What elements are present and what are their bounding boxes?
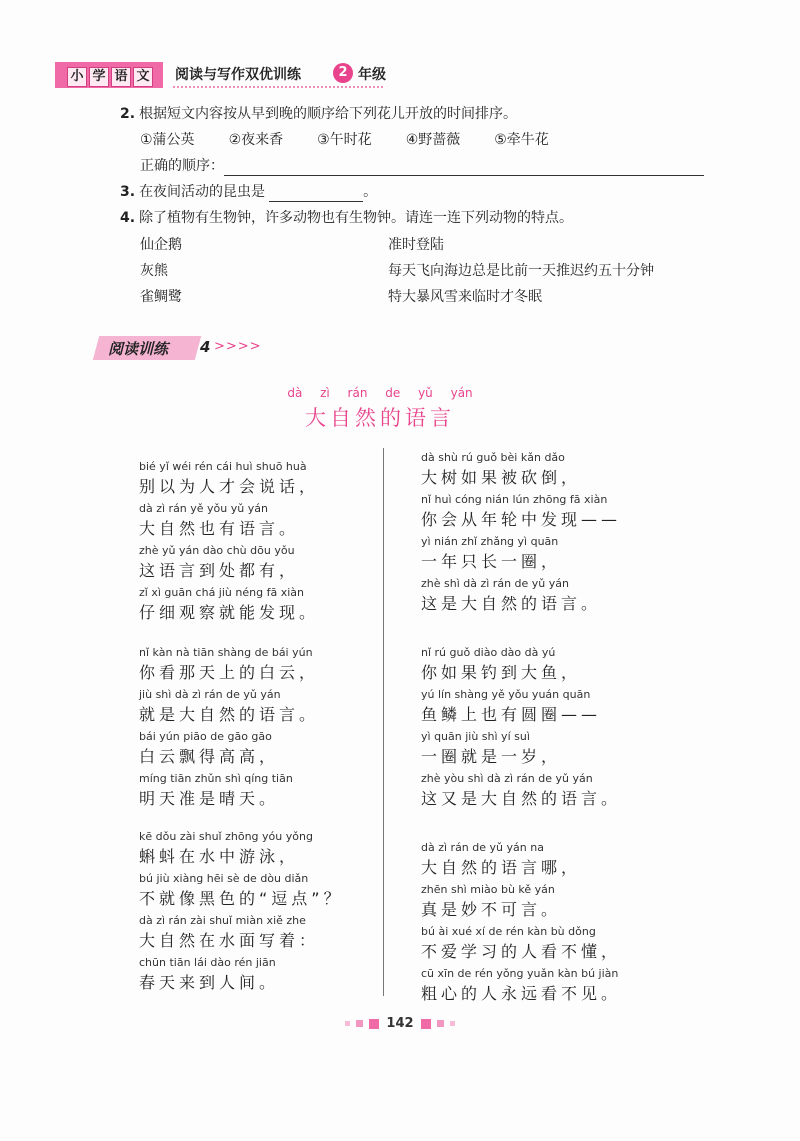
line-text: 这是大自然的语言。 (421, 594, 602, 613)
line-text: 这又是大自然的语言。 (421, 789, 622, 808)
poem-line (421, 686, 621, 728)
poem-stanza (139, 828, 344, 996)
line-text: 大自然也有语言。 (139, 519, 300, 538)
poem-line (139, 770, 319, 812)
footer-square (437, 1020, 444, 1027)
poem-line (421, 533, 621, 575)
poem-stanza (139, 458, 319, 626)
footer-square (345, 1021, 350, 1026)
trait-item[interactable]: 每天飞向海边总是比前一天推迟约五十分钟 (388, 263, 654, 279)
option: ①蒲公英 (140, 132, 195, 148)
question-2-answer (140, 156, 704, 176)
poem-line (139, 686, 319, 728)
line-pinyin: jiù shì dà zì rán de yǔ yán (139, 688, 281, 701)
poem-line (139, 644, 319, 686)
answer-blank[interactable] (269, 183, 363, 202)
question-4 (120, 208, 573, 228)
line-pinyin: zhè shì dà zì rán de yǔ yán (421, 577, 569, 590)
subject-char: 学 (89, 67, 109, 87)
section-banner (96, 336, 262, 362)
footer-square (369, 1019, 379, 1029)
line-pinyin: nǐ rú guǒ diào dào dà yú (421, 646, 556, 659)
question-number: 2. (120, 106, 136, 122)
poem-stanza (421, 839, 621, 1007)
grade-badge: 2 (333, 63, 353, 83)
line-pinyin: kē dǒu zài shuǐ zhōng yóu yǒng (139, 830, 313, 843)
poem-line (139, 828, 344, 870)
option: ③午时花 (317, 132, 372, 148)
grade-label: 年级 (358, 67, 386, 83)
footer-square (450, 1021, 455, 1026)
line-pinyin: bái yún piāo de gāo gāo (139, 730, 272, 743)
page-number: 142 (386, 1016, 414, 1031)
line-pinyin: dà zì rán de yǔ yán na (421, 841, 544, 854)
poem-stanza (139, 644, 319, 812)
header-dotted-underline (173, 86, 383, 88)
poem-line (139, 458, 319, 500)
line-text: 粗心的人永远看不见。 (421, 984, 622, 1003)
line-pinyin: yì nián zhǐ zhǎng yì quān (421, 535, 559, 548)
question-number: 4. (120, 210, 136, 226)
page-header (55, 58, 695, 92)
animal-item[interactable]: 灰熊 (140, 263, 168, 279)
poem-line (139, 584, 319, 626)
line-text: 鱼鳞上也有圆圈—— (421, 705, 602, 724)
subject-char: 文 (133, 67, 153, 87)
poem-line (139, 500, 319, 542)
line-text: 春天来到人间。 (139, 973, 280, 992)
question-text: 根据短文内容按从早到晚的顺序给下列花儿开放的时间排序。 (139, 106, 518, 122)
poem-line (421, 881, 621, 923)
line-text: 你会从年轮中发现—— (421, 510, 622, 529)
line-text: 一圈就是一岁， (421, 747, 562, 766)
poem-line (421, 923, 621, 965)
line-text: 蝌蚪在水中游泳， (139, 847, 300, 866)
line-pinyin: nǐ huì cóng nián lún zhōng fā xiàn (421, 493, 608, 506)
poem-line (139, 912, 344, 954)
poem-line (421, 575, 621, 617)
line-pinyin: dà zì rán yě yǒu yǔ yán (139, 502, 268, 515)
line-pinyin: bú ài xué xí de rén kàn bù dǒng (421, 925, 596, 938)
question-text: 在夜间活动的昆虫是 (139, 184, 266, 200)
line-text: 就是大自然的语言。 (139, 705, 320, 724)
section-label: 阅读训练 (108, 340, 169, 358)
line-text: 你看那天上的白云， (139, 663, 320, 682)
answer-label: 正确的顺序： (140, 158, 224, 174)
footer-square (356, 1020, 363, 1027)
subject-char: 小 (67, 67, 87, 87)
page-footer (0, 1016, 800, 1031)
line-text: 不就像黑色的“逗点”？ (139, 889, 344, 908)
question-end: 。 (363, 184, 378, 200)
line-text: 这语言到处都有， (139, 561, 300, 580)
line-text: 不爱学习的人看不懂， (421, 942, 622, 961)
poem-line (421, 449, 621, 491)
poem-line (139, 870, 344, 912)
section-number: 4 (200, 338, 211, 356)
line-pinyin: bú jiù xiàng hēi sè de dòu diǎn (139, 872, 309, 885)
trait-item[interactable]: 特大暴风雪来临时才冬眠 (388, 289, 542, 305)
line-pinyin: míng tiān zhǔn shì qíng tiān (139, 772, 293, 785)
footer-square (421, 1019, 431, 1029)
poem-line (421, 839, 621, 881)
poem-line (139, 728, 319, 770)
line-text: 大自然的语言哪， (421, 858, 582, 877)
answer-blank[interactable] (224, 157, 704, 176)
poem-line (421, 644, 621, 686)
line-pinyin: zhēn shì miào bù kě yán (421, 883, 555, 896)
line-text: 仔细观察就能发现。 (139, 603, 320, 622)
line-pinyin: yì quān jiù shì yí suì (421, 730, 530, 743)
line-text: 白云飘得高高， (139, 747, 280, 766)
animal-item[interactable]: 雀鲷鹭 (140, 289, 182, 305)
option: ②夜来香 (228, 132, 284, 148)
option: ④野蔷薇 (405, 132, 461, 148)
line-pinyin: zhè yǔ yán dào chù dōu yǒu (139, 544, 295, 557)
line-pinyin: zhè yòu shì dà zì rán de yǔ yán (421, 772, 593, 785)
line-text: 大自然在水面写着： (139, 931, 320, 950)
poem-line (139, 954, 344, 996)
poem-stanza (421, 644, 621, 812)
option: ⑤牵牛花 (494, 132, 549, 148)
column-divider (383, 448, 384, 996)
question-2-options (140, 130, 583, 150)
poem-line (421, 965, 621, 1007)
poem-line (421, 491, 621, 533)
trait-item[interactable]: 准时登陆 (388, 237, 444, 253)
header-series-title: 阅读与写作双优训练 (175, 67, 301, 83)
poem-title: 大自然的语言 (305, 406, 455, 430)
line-pinyin: yú lín shàng yě yǒu yuán quān (421, 688, 591, 701)
title-pinyin: dà zì rán de yǔ yán (287, 386, 473, 400)
question-number: 3. (120, 184, 136, 200)
animal-item[interactable]: 仙企鹅 (140, 237, 182, 253)
line-pinyin: nǐ kàn nà tiān shàng de bái yún (139, 646, 313, 659)
question-3 (120, 182, 377, 202)
line-pinyin: dà shù rú guǒ bèi kǎn dǎo (421, 451, 565, 464)
subject-char: 语 (111, 67, 131, 87)
section-arrows: >>>> (214, 339, 262, 354)
poem-stanza (421, 449, 621, 617)
line-text: 别以为人才会说话， (139, 477, 320, 496)
line-text: 明天准是晴天。 (139, 789, 280, 808)
poem-line (421, 728, 621, 770)
line-pinyin: chūn tiān lái dào rén jiān (139, 956, 276, 969)
line-text: 大树如果被砍倒， (421, 468, 582, 487)
question-2 (120, 104, 517, 124)
line-pinyin: zǐ xì guān chá jiù néng fā xiàn (139, 586, 304, 599)
question-text: 除了植物有生物钟，许多动物也有生物钟。请连一连下列动物的特点。 (139, 210, 574, 226)
header-subject (67, 62, 155, 88)
line-pinyin: cū xīn de rén yǒng yuǎn kàn bú jiàn (421, 967, 619, 980)
line-text: 真是妙不可言。 (421, 900, 562, 919)
line-pinyin: dà zì rán zài shuǐ miàn xiě zhe (139, 914, 306, 927)
line-pinyin: bié yǐ wéi rén cái huì shuō huà (139, 460, 307, 473)
poem-line (421, 770, 621, 812)
poem-line (139, 542, 319, 584)
line-text: 你如果钓到大鱼， (421, 663, 582, 682)
line-text: 一年只长一圈， (421, 552, 562, 571)
